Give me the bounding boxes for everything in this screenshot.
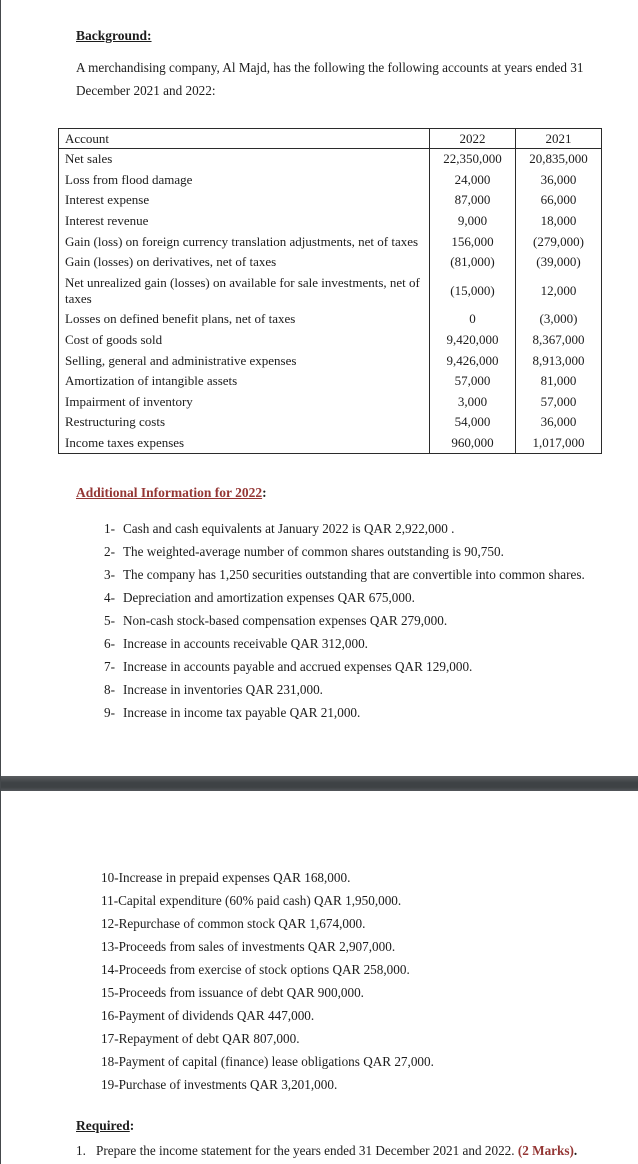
table-row	[59, 231, 602, 252]
list-item: 19-Purchase of investments QAR 3,201,000.	[101, 1077, 338, 1092]
list-item: 11-Capital expenditure (60% paid cash) QAR 1,950,000.	[101, 893, 402, 908]
item-number: 8-	[104, 682, 115, 698]
item-text: Increase in income tax payable QAR 21,000.	[123, 705, 361, 721]
item-text: The company has 1,250 securities outstanding that are convertible into common shares.	[123, 567, 585, 583]
item-number: 2-	[104, 544, 115, 560]
required-item-body: Prepare the income statement for the years ended 31 December 2021 and 2022.	[96, 1143, 518, 1158]
additional-info-list-continued	[101, 866, 638, 1096]
list-item	[104, 540, 638, 563]
value-2021-cell: (279,000)	[516, 231, 602, 252]
required-heading	[76, 1118, 638, 1134]
account-cell: Gain (loss) on foreign currency translation adjustments, net of taxes	[65, 233, 419, 249]
value-2022-cell: 9,426,000	[430, 350, 516, 371]
accounts-table	[58, 128, 602, 454]
table-row	[59, 211, 602, 232]
additional-info-list	[104, 517, 638, 724]
page-1	[1, 0, 638, 776]
required-item-text	[96, 1142, 577, 1159]
account-cell: Restructuring costs	[65, 414, 166, 430]
value-2022-cell: 960,000	[430, 433, 516, 454]
account-cell: Net unrealized gain (losses) on available for sale investments, net of taxes	[65, 274, 420, 306]
value-2021-cell: 1,017,000	[516, 433, 602, 454]
intro-line-1: A merchandising company, Al Majd, has the following the following accounts at years ended 31	[76, 60, 584, 75]
item-text: Depreciation and amortization expenses QAR 675,000.	[123, 590, 415, 606]
item-text: Cash and cash equivalents at January 2022 is QAR 2,922,000 .	[123, 521, 455, 537]
value-2022-cell: 3,000	[430, 392, 516, 413]
list-item: 16-Payment of dividends QAR 447,000.	[101, 1008, 315, 1023]
additional-info-heading-colon: :	[262, 485, 267, 501]
value-2021-cell: (3,000)	[516, 309, 602, 330]
list-item	[104, 655, 638, 678]
value-2022-cell: (15,000)	[430, 272, 516, 309]
column-header-2021: 2021	[516, 129, 602, 149]
value-2021-cell: 8,913,000	[516, 350, 602, 371]
list-item	[104, 609, 638, 632]
table-row	[59, 433, 602, 454]
item-text: Non-cash stock-based compensation expenses QAR 279,000.	[123, 613, 448, 629]
value-2022-cell: 22,350,000	[430, 149, 516, 170]
required-heading-text: Required	[76, 1118, 130, 1133]
list-item	[104, 701, 638, 724]
value-2022-cell: 0	[430, 309, 516, 330]
value-2022-cell: 87,000	[430, 190, 516, 211]
value-2021-cell: 8,367,000	[516, 330, 602, 351]
table-row	[59, 412, 602, 433]
marks-badge: (2 Marks)	[517, 1143, 574, 1158]
list-item	[104, 632, 638, 655]
table-row	[59, 392, 602, 413]
table-header-row	[59, 129, 602, 149]
additional-info-heading-text: Additional Information for 2022	[76, 485, 263, 501]
item-number: 1.	[76, 1143, 86, 1158]
item-number: 3-	[104, 567, 115, 583]
intro-line-2: December 2021 and 2022:	[76, 83, 216, 98]
marks-suffix: .	[573, 1143, 578, 1158]
table-row	[59, 309, 602, 330]
account-cell: Impairment of inventory	[65, 393, 193, 409]
account-cell: Gain (losses) on derivatives, net of taxes	[65, 254, 277, 270]
table-row	[59, 170, 602, 191]
table-row	[59, 330, 602, 351]
value-2022-cell: 57,000	[430, 371, 516, 392]
list-item	[104, 586, 638, 609]
account-cell: Income taxes expenses	[65, 434, 185, 450]
value-2022-cell: 9,420,000	[430, 330, 516, 351]
table-row	[59, 190, 602, 211]
list-item	[104, 517, 638, 540]
item-number: 9-	[104, 705, 115, 721]
value-2021-cell: 57,000	[516, 392, 602, 413]
list-item: 17-Repayment of debt QAR 807,000.	[101, 1031, 300, 1046]
item-number: 7-	[104, 659, 115, 675]
column-header-account: Account	[59, 129, 430, 149]
value-2022-cell: 156,000	[430, 231, 516, 252]
required-heading-colon: :	[129, 1118, 135, 1133]
value-2022-cell: (81,000)	[430, 252, 516, 273]
intro-paragraph	[76, 56, 638, 102]
item-number: 4-	[104, 590, 115, 606]
item-number: 5-	[104, 613, 115, 629]
required-item-1	[76, 1142, 638, 1159]
value-2021-cell: 36,000	[516, 170, 602, 191]
item-number: 6-	[104, 636, 115, 652]
list-item: 15-Proceeds from issuance of debt QAR 900,000.	[101, 985, 364, 1000]
value-2021-cell: 81,000	[516, 371, 602, 392]
additional-info-heading	[76, 485, 638, 501]
value-2021-cell: (39,000)	[516, 252, 602, 273]
list-item: 13-Proceeds from sales of investments QAR 2,907,000.	[101, 939, 396, 954]
item-text: Increase in accounts payable and accrued expenses QAR 129,000.	[123, 659, 473, 675]
background-heading-text: Background:	[76, 28, 152, 43]
account-cell: Amortization of intangible assets	[65, 373, 238, 389]
value-2022-cell: 54,000	[430, 412, 516, 433]
account-cell: Interest revenue	[65, 212, 149, 228]
account-cell: Selling, general and administrative expenses	[65, 352, 297, 368]
table-row	[59, 149, 602, 170]
value-2021-cell: 12,000	[516, 272, 602, 309]
value-2021-cell: 20,835,000	[516, 149, 602, 170]
table-row	[59, 371, 602, 392]
page-2	[1, 791, 638, 1164]
account-cell: Loss from flood damage	[65, 171, 193, 187]
value-2022-cell: 9,000	[430, 211, 516, 232]
list-item: 12-Repurchase of common stock QAR 1,674,000.	[101, 916, 366, 931]
list-item: 10-Increase in prepaid expenses QAR 168,000.	[101, 870, 351, 885]
item-text: Increase in accounts receivable QAR 312,000.	[123, 636, 368, 652]
item-number: 1-	[104, 521, 115, 537]
value-2021-cell: 18,000	[516, 211, 602, 232]
column-header-2022: 2022	[430, 129, 516, 149]
list-item: 18-Payment of capital (finance) lease obligations QAR 27,000.	[101, 1054, 434, 1069]
account-cell: Cost of goods sold	[65, 332, 163, 348]
account-cell: Interest expense	[65, 192, 150, 208]
value-2022-cell: 24,000	[430, 170, 516, 191]
account-cell: Net sales	[65, 151, 113, 167]
list-item	[104, 563, 638, 586]
item-text: The weighted-average number of common shares outstanding is 90,750.	[123, 544, 504, 560]
list-item: 14-Proceeds from exercise of stock options QAR 258,000.	[101, 962, 410, 977]
table-row	[59, 252, 602, 273]
value-2021-cell: 36,000	[516, 412, 602, 433]
item-text: Increase in inventories QAR 231,000.	[123, 682, 323, 698]
list-item	[104, 678, 638, 701]
background-heading	[76, 28, 638, 44]
table-row	[59, 272, 602, 309]
table-row	[59, 350, 602, 371]
value-2021-cell: 66,000	[516, 190, 602, 211]
account-cell: Losses on defined benefit plans, net of taxes	[65, 311, 296, 327]
page-break-bar	[1, 776, 638, 791]
